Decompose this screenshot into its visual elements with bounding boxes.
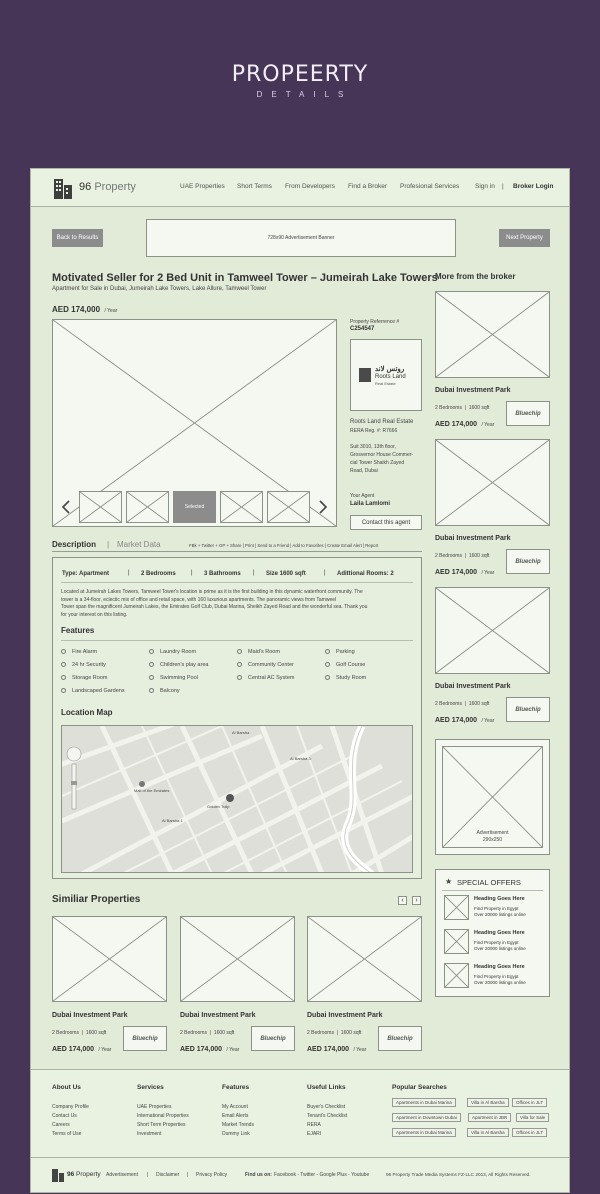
broker-address-4: Road, Dubai [350,468,378,474]
broker-property-name-2[interactable]: Dubai Investment Park [435,535,511,542]
property-ref-value: C254547 [350,326,375,332]
broker-bluechip-logo-3[interactable]: Bluechip [506,697,550,722]
agent-label: Your Agent [350,493,375,499]
spec-bathrooms: 3 Bathrooms [204,571,241,577]
similar-photo-2[interactable] [180,916,295,1002]
broker-property-name-1[interactable]: Dubai Investment Park [435,387,511,394]
offer-line1-1: Find Property in Egypt [474,906,519,911]
broker-property-details-3: 2 Bedrooms | 1600 sqft [435,701,490,707]
footer-sep: | [147,1172,149,1178]
similar-price-per-1: / Year [98,1047,112,1053]
star-icon: ★ [445,877,453,886]
feature-play-area: Children's play area [149,662,208,668]
footer-link-privacy[interactable]: Privacy Policy [196,1172,228,1178]
popular-tag[interactable]: Apartments in Dubai Marina [392,1098,456,1107]
map-label-4: Al Barsha 1 [162,818,183,823]
footer-col-about-title: About Us [52,1084,81,1091]
offer-thumb-3[interactable] [444,963,469,988]
nav-find-broker[interactable]: Find a Broker [348,183,388,190]
map-label-3: Golden Tulip [207,804,230,809]
map-label-1: Al Barsha [232,730,250,735]
footer-link-terms[interactable]: Terms of Use [52,1131,82,1137]
feature-maids-room: Maid's Room [237,649,280,655]
footer-link-ejari[interactable]: EJARI [307,1131,322,1137]
spec-sep: | [253,570,255,576]
nav-professional-services[interactable]: Profesional Services [400,183,460,190]
spec-sep: | [128,570,130,576]
thumbnail-selected[interactable]: Selected [173,491,216,523]
footer-brand-num: 96 [67,1171,75,1178]
broker-property-photo-1[interactable] [435,291,550,378]
broker-property-photo-2[interactable] [435,439,550,526]
social-links[interactable]: Facebook - Twitter - Google Plus - Youtube [274,1172,370,1178]
similar-photo-3[interactable] [307,916,422,1002]
similar-next-button[interactable]: › [412,896,421,905]
nav-separator: | [502,183,504,190]
similar-properties-title: Similiar Properties [52,894,141,905]
broker-property-price-1 [435,413,494,431]
price-per: / Year [104,308,118,314]
listing-subtitle: Apartment for Sale in Dubai, Jumeirah Lake Towers, Lake Allure, Tamweel Tower [52,286,267,292]
footer-link-company-profile[interactable]: Company Profile [52,1104,89,1110]
footer-col-features-title: Features [222,1084,250,1091]
broker-logo-arabic: روتس لاند [375,366,405,373]
similar-photo-1[interactable] [52,916,167,1002]
broker-property-price-2 [435,561,494,579]
description-text [61,589,415,619]
map-label-2: Al Barsha 3 [290,756,311,761]
offer-line2-1: Over 20000 listings online [474,912,526,917]
broker-property-price-per-1: / Year [481,422,495,428]
footer-link-dummy[interactable]: Dummy Link [222,1131,250,1137]
feature-balcony: Balcony [149,688,180,694]
bottom-bar [31,1157,570,1193]
chevron-right-icon[interactable] [318,500,328,514]
roots-land-emblem-icon [359,368,371,382]
broker-logo-sub: Real Estate [375,381,396,386]
offer-line2-3: Over 20000 listings online [474,980,526,985]
popular-searches-title: Popular Searches [392,1084,447,1091]
back-to-results-button[interactable]: Back to Results [52,229,103,247]
broker-property-price-per-3: / Year [481,718,495,724]
similar-price-1 [52,1038,111,1056]
similar-beds-2: 2 Bedrooms [180,1030,207,1036]
bluechip-logo-3[interactable]: Bluechip [378,1026,422,1051]
offer-thumb-2[interactable] [444,929,469,954]
feature-study-room: Study Room [325,675,366,681]
location-map-title: Location Map [61,708,113,717]
bluechip-logo-2[interactable]: Bluechip [251,1026,295,1051]
footer-col-useful-title: Useful Links [307,1084,346,1091]
broker-property-size-2: 1600 sqft [468,553,490,559]
popular-tag[interactable]: Apartments in Dubai Marina [392,1128,456,1137]
special-offers-title: SPECIAL OFFERS [457,878,521,887]
features-divider [61,640,413,641]
offer-heading-1[interactable]: Heading Goes Here [474,896,525,902]
feature-laundry-room: Laundry Room [149,649,196,655]
similar-beds-1: 2 Bedrooms [52,1030,79,1036]
broker-name[interactable]: Roots Land Real Estate [350,419,414,425]
description-line-2: tower is a 34-floor, eclectic mix of office and retail space, with 160 luxurious apartments. The panoramic views from Tamweel [61,596,337,603]
feature-security: 24 hr Security [61,662,106,668]
brand-name[interactable] [79,181,136,193]
footer-link-disclaimer[interactable]: Disclaimer [156,1172,180,1178]
footer-link-buyers-checklist[interactable]: Buyer's Checklist [307,1104,346,1110]
footer-brand-word: Property [76,1171,101,1178]
footer-link-my-account[interactable]: My Account [222,1104,248,1110]
similar-price-value-1: AED 174,000 [52,1046,95,1053]
tab-description[interactable]: Description [52,540,97,549]
broker-property-beds-3: 2 Bedrooms [435,701,462,707]
similar-price-2 [180,1038,239,1056]
feature-parking: Parking [325,649,355,655]
features-title: Features [61,626,95,635]
agent-name[interactable]: Laila Lamlomi [350,501,391,507]
spec-type: Type: Apartment [62,571,110,577]
broker-address-2: Grosvernor House Commer- [350,452,414,458]
footer-link-careers[interactable]: Careers [52,1122,70,1128]
logo-building-icon[interactable] [53,177,73,199]
broker-property-size-1: 1600 sqft [468,405,490,411]
popular-tag[interactable]: Apartment in JBR [468,1113,511,1122]
similar-price-per-3: / Year [353,1047,367,1053]
sidebar-ad-label: Advertisement [476,830,509,836]
broker-property-price-value-2: AED 174,000 [435,569,478,576]
description-panel [52,557,422,879]
top-ad-banner[interactable] [146,219,456,257]
broker-property-details-2: 2 Bedrooms | 1600 sqft [435,553,490,559]
description-line-3: Tower span the magnificent Jumeirah Lakes, the Emirates Golf Club, Dubai Marina, Sheikh Zayed Road and the wonderful sea. Thank you [61,604,368,610]
footer-sep: | [187,1172,189,1178]
broker-rera: RERA Reg. #: R7666 [350,428,398,434]
feature-golf-course: Golf Course [325,662,365,668]
offer-line1-2: Find Property in Egypt [474,940,519,945]
broker-property-beds-1: 2 Bedrooms [435,405,462,411]
broker-property-name-3[interactable]: Dubai Investment Park [435,683,511,690]
broker-property-price-value-1: AED 174,000 [435,421,478,428]
footer-link-uae-properties[interactable]: UAE Properties [137,1104,172,1110]
footer-link-tenants-checklist[interactable]: Tenant's Checklist [307,1113,348,1119]
price-value: AED 174,000 [52,305,101,314]
nav-uae-properties[interactable]: UAE Properties [180,183,225,190]
thumbnail-1[interactable] [79,491,122,523]
ad-banner-label: 728x90 Advertisement Banner [267,235,335,241]
description-line-4: for your interest on this listing. [61,611,128,618]
sidebar-ad-size: 290x250 [482,837,503,843]
feature-community-center: Community Center [237,662,294,668]
footer-brand[interactable] [67,1171,101,1178]
feature-central-ac: Central AC System [237,675,294,681]
similar-price-value-3: AED 174,000 [307,1046,350,1053]
broker-property-price-per-2: / Year [481,570,495,576]
broker-bluechip-logo-2[interactable]: Bluechip [506,549,550,574]
broker-logo[interactable] [350,339,422,411]
property-ref-label: Property Referrence # [350,319,400,325]
broker-property-photo-3[interactable] [435,587,550,674]
broker-address-1: Suit 3010, 13th floor, [350,444,396,450]
wireframe-page [30,168,570,1193]
listing-title: Motivated Seller for 2 Bed Unit in Tamweel Tower – Jumeirah Lake Towers [52,272,438,284]
offer-heading-2[interactable]: Heading Goes Here [474,930,525,936]
spec-sep: | [191,570,193,576]
offer-thumb-1[interactable] [444,895,469,920]
copyright: 96 Property Trade Media Systems FZ-LLC 2013, All Rights Reserved. [386,1172,531,1177]
hero-title: PROPEERTY [231,62,369,87]
offer-line1-3: Find Property in Egypt [474,974,519,979]
popular-tag[interactable]: Villa in Al Barsha [467,1098,509,1107]
share-tools[interactable]: FBk + Twitter + GP + Share | Print | Send to a Friend | Add to Favorites | Create Email Alert | Report [189,543,379,548]
bluechip-logo-1[interactable]: Bluechip [123,1026,167,1051]
location-map[interactable] [61,725,413,873]
footer-link-international[interactable]: International Properties [137,1113,189,1119]
similar-details-3: 2 Bedrooms | 1600 sqft [307,1030,362,1036]
spec-sep: | [324,570,326,576]
spec-bedrooms: 2 Bedrooms [141,571,176,577]
brand-num: 96 [79,181,92,193]
footer-logo-building-icon[interactable] [52,1168,64,1182]
brand-word: Property [94,181,136,193]
broker-login-link[interactable]: Broker Login [513,183,554,190]
popular-tag[interactable]: Apartment in Downtown Dubai [392,1113,461,1122]
broker-property-size-3: 1600 sqft [468,701,490,707]
special-offers-panel [435,869,550,997]
similar-price-value-2: AED 174,000 [180,1046,223,1053]
find-us-label: Find us on: [245,1172,272,1178]
feature-swimming-pool: Swimming Pool [149,675,198,681]
hero-subtitle: DETAILS [256,90,353,99]
popular-tag[interactable]: Offices in JLT [512,1128,547,1137]
nav-from-developers[interactable]: From Developers [285,183,335,190]
broker-property-price-3 [435,709,494,727]
similar-prev-button[interactable]: ‹ [398,896,407,905]
popular-tag[interactable]: Villa for Sale [516,1113,549,1122]
popular-tag[interactable]: Villa in Al Barsha [467,1128,509,1137]
footer-link-rera[interactable]: RERA [307,1122,321,1128]
thumbnail-5[interactable] [267,491,310,523]
tab-separator: | [107,540,110,549]
footer-link-advertisement[interactable]: Advertisement [106,1172,138,1178]
footer-col-services-title: Services [137,1084,164,1091]
footer-link-market-trends[interactable]: Market Trends [222,1122,254,1128]
nav-short-terms[interactable]: Short Terms [237,183,272,190]
similar-size-2: 1600 sqft [213,1030,235,1036]
spec-size: Size 1600 sqft [266,571,306,577]
map-label-5: Mall of the Emirates [134,788,170,793]
broker-property-price-value-3: AED 174,000 [435,717,478,724]
similar-beds-3: 2 Bedrooms [307,1030,334,1036]
similar-size-3: 1600 sqft [340,1030,362,1036]
similar-details-1: 2 Bedrooms | 1600 sqft [52,1030,107,1036]
contact-agent-button[interactable]: Contact this agent [350,515,422,530]
similar-details-2: 2 Bedrooms | 1600 sqft [180,1030,235,1036]
feature-fire-alarm: Fire Alarm [61,649,97,655]
footer-link-email-alerts[interactable]: Email Alerts [222,1113,249,1119]
broker-address-3: cial Tower Shaikh Zayed [350,460,405,466]
next-property-button[interactable]: Next Property [499,229,550,247]
footer-link-contact-us[interactable]: Contact Us [52,1113,77,1119]
thumbnail-2[interactable] [126,491,169,523]
more-from-broker-title: More from the broker [435,272,516,281]
similar-price-3 [307,1038,366,1056]
similar-price-per-2: / Year [226,1047,240,1053]
chevron-left-icon[interactable] [61,500,71,514]
similar-name-1[interactable]: Dubai Investment Park [52,1012,128,1019]
similar-name-3[interactable]: Dubai Investment Park [307,1012,383,1019]
sidebar-ad[interactable] [435,739,550,855]
top-nav [31,169,570,207]
thumbnail-4[interactable] [220,491,263,523]
spec-divider [61,582,413,583]
footer-link-investment[interactable]: Investment [137,1131,162,1137]
sign-in-link[interactable]: Sign in [475,183,495,190]
feature-landscaped-gardens: Landscaped Gardens [61,688,125,694]
listing-price [52,299,117,317]
tab-divider [52,551,422,552]
broker-property-details-1: 2 Bedrooms | 1600 sqft [435,405,490,411]
broker-bluechip-logo-1[interactable]: Bluechip [506,401,550,426]
spec-additional-rooms: Adittional Rooms: 2 [337,571,394,577]
broker-property-beds-2: 2 Bedrooms [435,553,462,559]
feature-storage-room: Storage Room [61,675,107,681]
popular-tag[interactable]: Offices in JLT [512,1098,547,1107]
similar-name-2[interactable]: Dubai Investment Park [180,1012,256,1019]
offer-heading-3[interactable]: Heading Goes Here [474,964,525,970]
footer-link-short-term[interactable]: Short Term Properties [137,1122,186,1128]
broker-logo-english: Roots Land [375,374,406,380]
similar-size-1: 1600 sqft [85,1030,107,1036]
offers-divider [442,890,543,891]
offer-line2-2: Over 20000 listings online [474,946,526,951]
tab-market-data[interactable]: Market Data [117,540,161,549]
description-line-1: Located at Jumeirah Lakes Towers, Tamweel Tower's location is prime as it is the first building in this dynamic waterfront community. The [61,589,363,595]
